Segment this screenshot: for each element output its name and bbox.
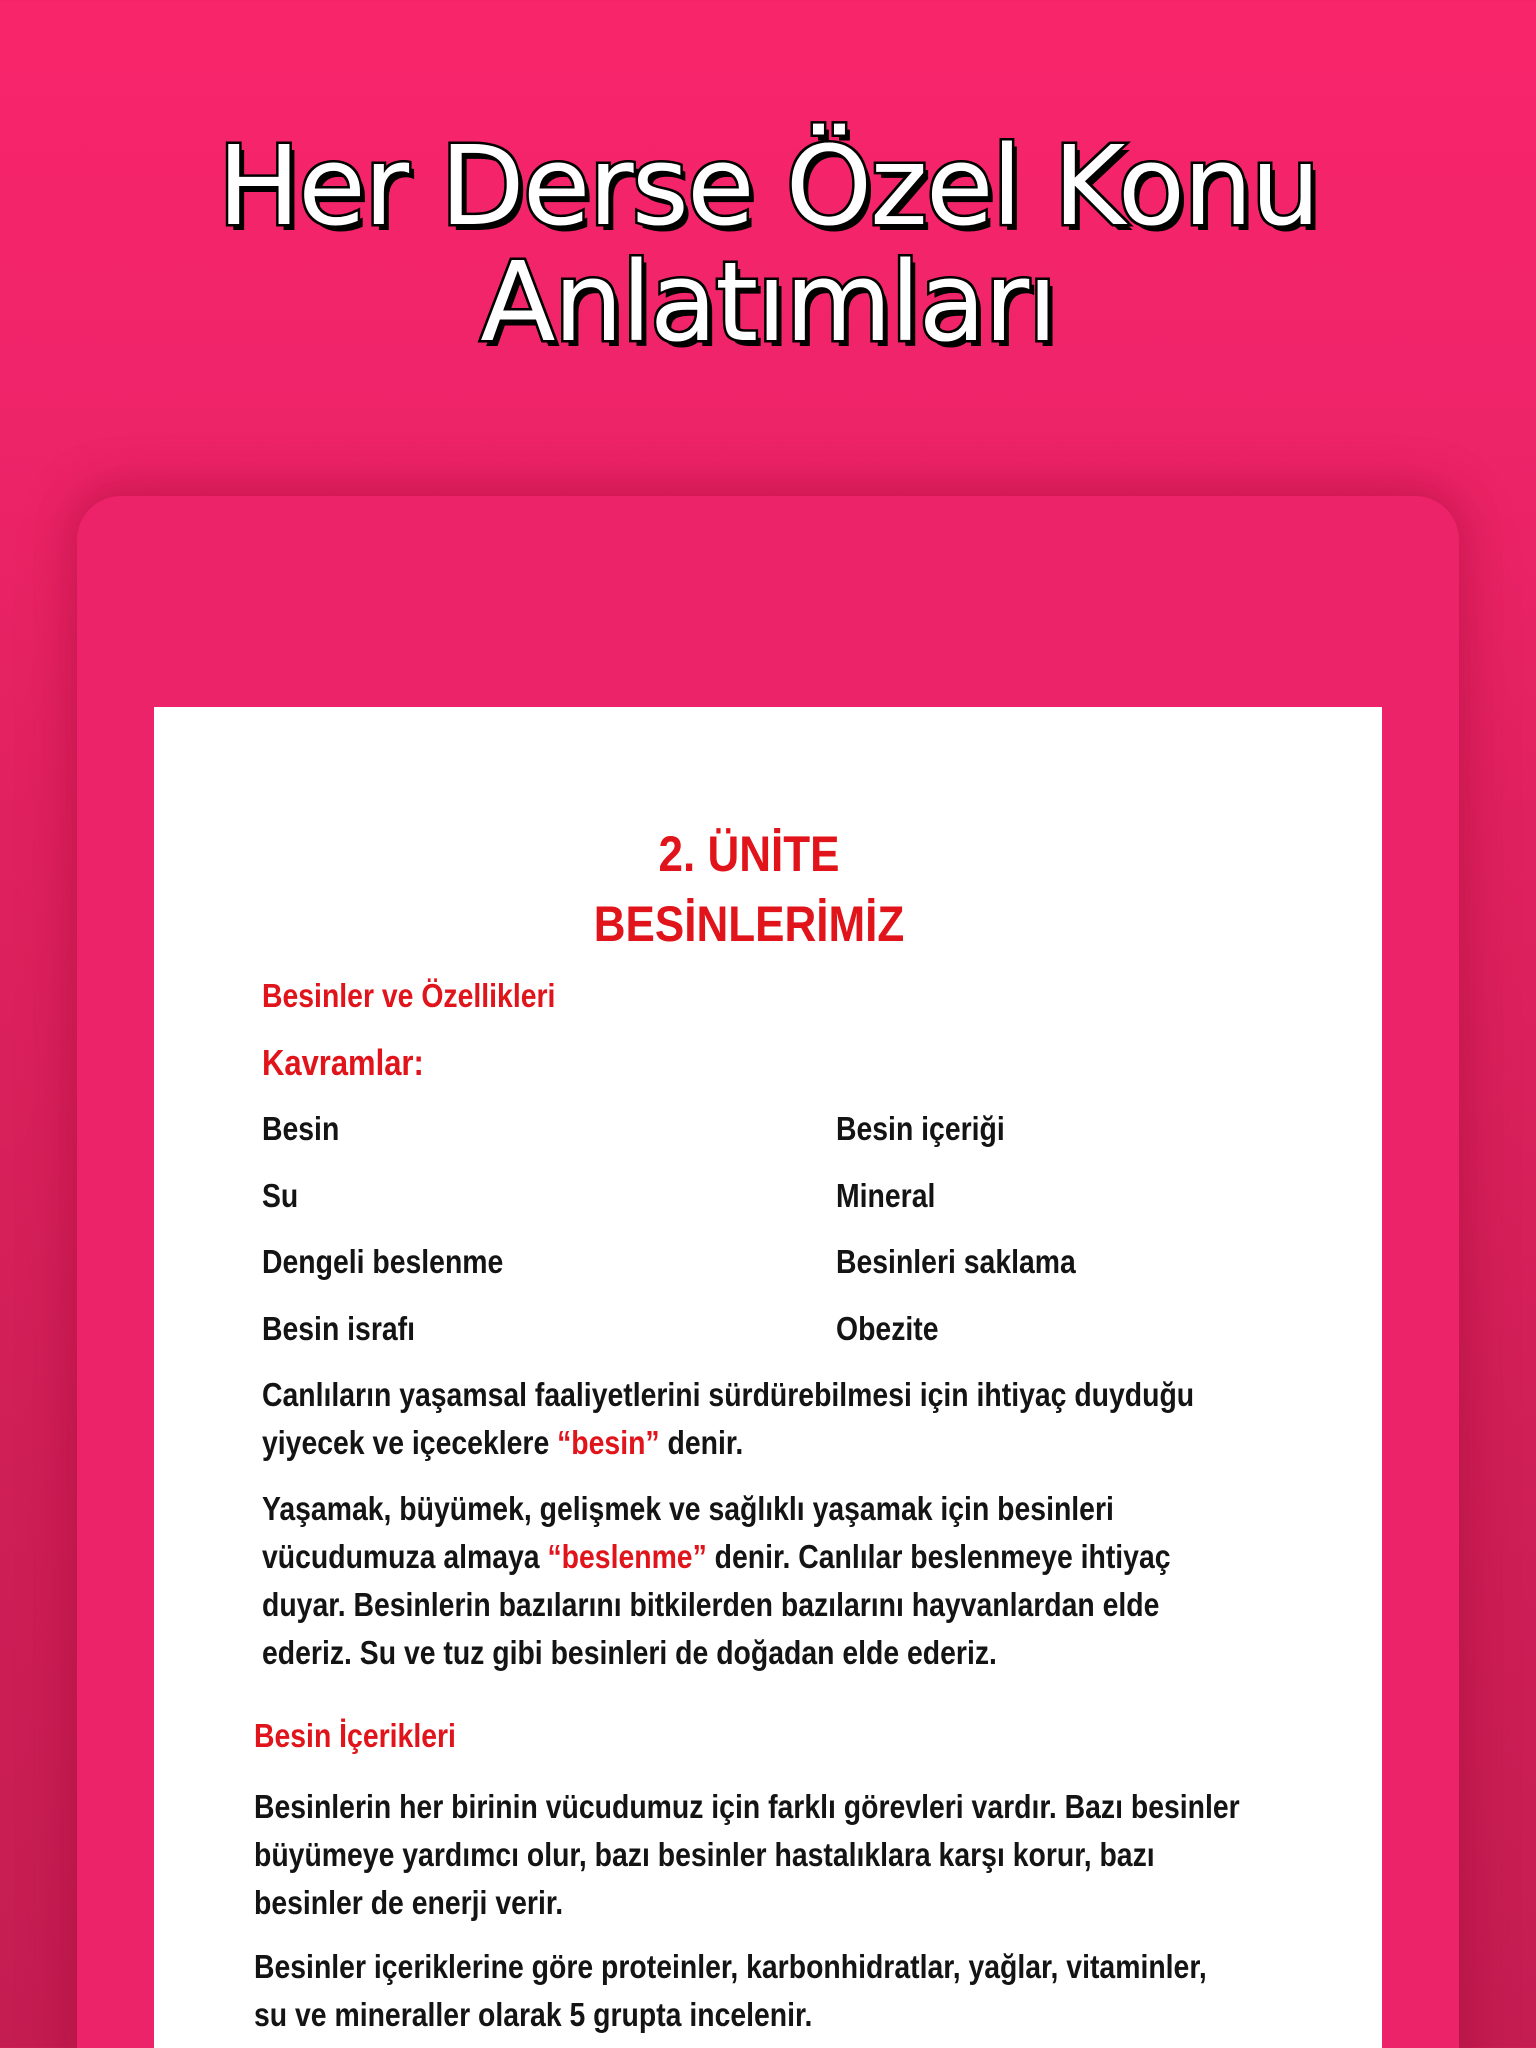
paragraph-line: su ve mineraller olarak 5 grupta incelenir. (254, 1996, 813, 2033)
unit-name: BESİNLERİMİZ (593, 896, 905, 952)
paragraph-line: Besinlerin her birinin vücudumuz için farklı görevleri vardır. Bazı besinler (254, 1788, 1240, 1825)
headline-line-1: Her Derse Özel Konu (217, 122, 1319, 250)
paragraph-besin-gruplari (254, 1943, 1207, 2039)
text-run: yiyecek ve içeceklere (262, 1424, 558, 1461)
paragraph-line: duyar. Besinlerin bazılarını bitkilerden bazılarını hayvanlardan elde (262, 1586, 1160, 1623)
headline-line-2: Anlatımları (480, 238, 1056, 366)
paragraph-line: büyümeye yardımcı olur, bazı besinler hastalıklara karşı korur, bazı (254, 1836, 1155, 1873)
concept-item: Besin israfı (262, 1310, 416, 1347)
concept-item: Mineral (836, 1177, 936, 1214)
paragraph-beslenme-definition (262, 1485, 1171, 1677)
paragraph-besin-gorevleri (254, 1783, 1240, 1927)
paragraph-line (262, 1419, 1194, 1467)
section-title-besinler: Besinler ve Özellikleri (262, 977, 556, 1014)
document-page (154, 707, 1382, 2048)
concept-item: Besinleri saklama (836, 1243, 1076, 1280)
concept-item: Su (262, 1177, 299, 1214)
text-run: denir. Canlılar beslenmeye ihtiyaç (706, 1538, 1171, 1575)
paragraph-line: ederiz. Su ve tuz gibi besinleri de doğadan elde ederiz. (262, 1634, 997, 1671)
paragraph-line: Yaşamak, büyümek, gelişmek ve sağlıklı yaşamak için besinleri (262, 1490, 1114, 1527)
concept-item: Dengeli beslenme (262, 1243, 504, 1280)
text-run: denir. (659, 1424, 744, 1461)
paragraph-besin-definition (262, 1371, 1194, 1467)
paragraph-line: Canlıların yaşamsal faaliyetlerini sürdürebilmesi için ihtiyaç duyduğu (262, 1376, 1195, 1413)
paragraph-line: besinler de enerji verir. (254, 1884, 564, 1921)
concept-item: Besin içeriği (836, 1110, 1005, 1147)
text-run: vücudumuza almaya (262, 1538, 548, 1575)
concept-item: Obezite (836, 1310, 939, 1347)
section-title-besin-icerikleri: Besin İçerikleri (254, 1717, 456, 1754)
unit-heading (225, 819, 1272, 959)
concepts-title: Kavramlar: (262, 1042, 424, 1083)
concept-item: Besin (262, 1110, 340, 1147)
paragraph-line (262, 1533, 1171, 1581)
headline (0, 122, 1536, 366)
highlight-term: “besin” (557, 1424, 660, 1461)
paragraph-line: Besinler içeriklerine göre proteinler, karbonhidratlar, yağlar, vitaminler, (254, 1948, 1207, 1985)
unit-number: 2. ÜNİTE (658, 826, 840, 882)
highlight-term: “beslenme” (547, 1538, 707, 1575)
